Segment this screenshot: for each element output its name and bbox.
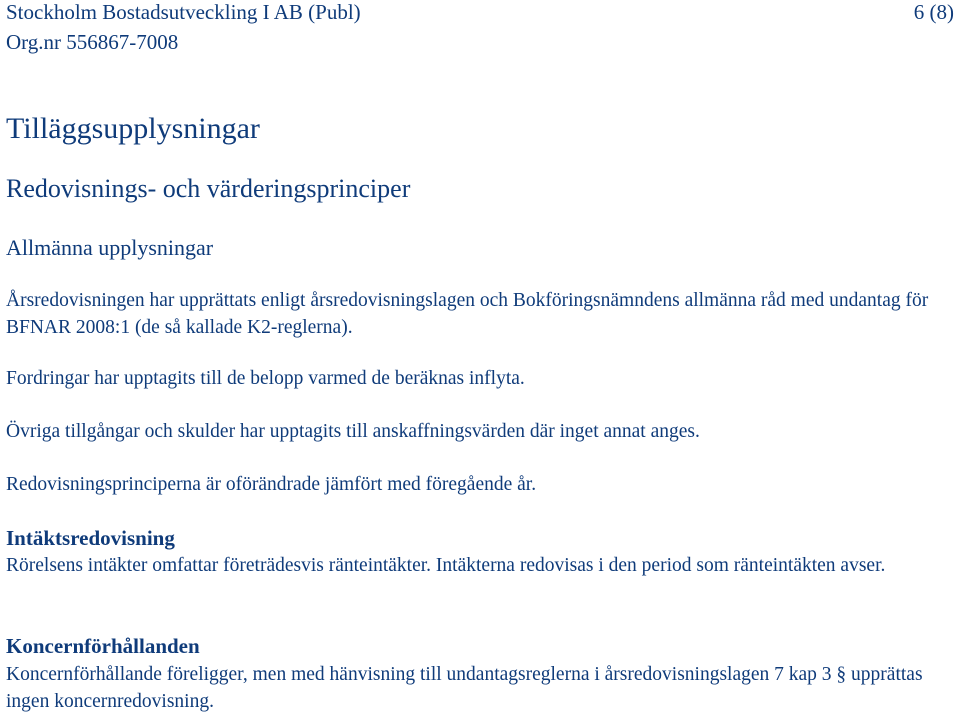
group-heading: Koncernförhållanden: [6, 634, 200, 658]
section-title: Redovisnings- och värderingsprinciper: [6, 174, 411, 203]
page-title: Tilläggsupplysningar: [6, 112, 260, 145]
general-paragraph-1: Årsredovisningen har upprättats enligt årsredovisningslagen och Bokföringsnämndens allmänna råd med undantag för BFNAR 2008:1 (de så kallade K2-reglerna).: [6, 290, 929, 338]
general-paragraph-3: Övriga tillgångar och skulder har upptagits till anskaffningsvärden där inget annat anges.: [6, 421, 700, 442]
revenue-heading: Intäktsredovisning: [6, 526, 175, 550]
company-name: Stockholm Bostadsutveckling I AB (Publ): [6, 0, 361, 24]
page-number: 6 (8): [913, 0, 954, 24]
general-paragraph-4: Redovisningsprinciperna är oförändrade jämfört med föregående år.: [6, 474, 537, 495]
general-paragraph-2: Fordringar har upptagits till de belopp varmed de beräknas inflyta.: [6, 368, 525, 389]
org-number: Org.nr 556867-7008: [6, 30, 179, 54]
revenue-paragraph: Rörelsens intäkter omfattar företrädesvis ränteintäkter. Intäkterna redovisas i den period som ränteintäkten avser.: [6, 555, 886, 576]
group-paragraph: Koncernförhållande föreligger, men med hänvisning till undantagsreglerna i årsredovisningslagen 7 kap 3 § upprättas ingen koncernredovisning.: [6, 664, 923, 712]
general-heading: Allmänna upplysningar: [6, 235, 214, 260]
